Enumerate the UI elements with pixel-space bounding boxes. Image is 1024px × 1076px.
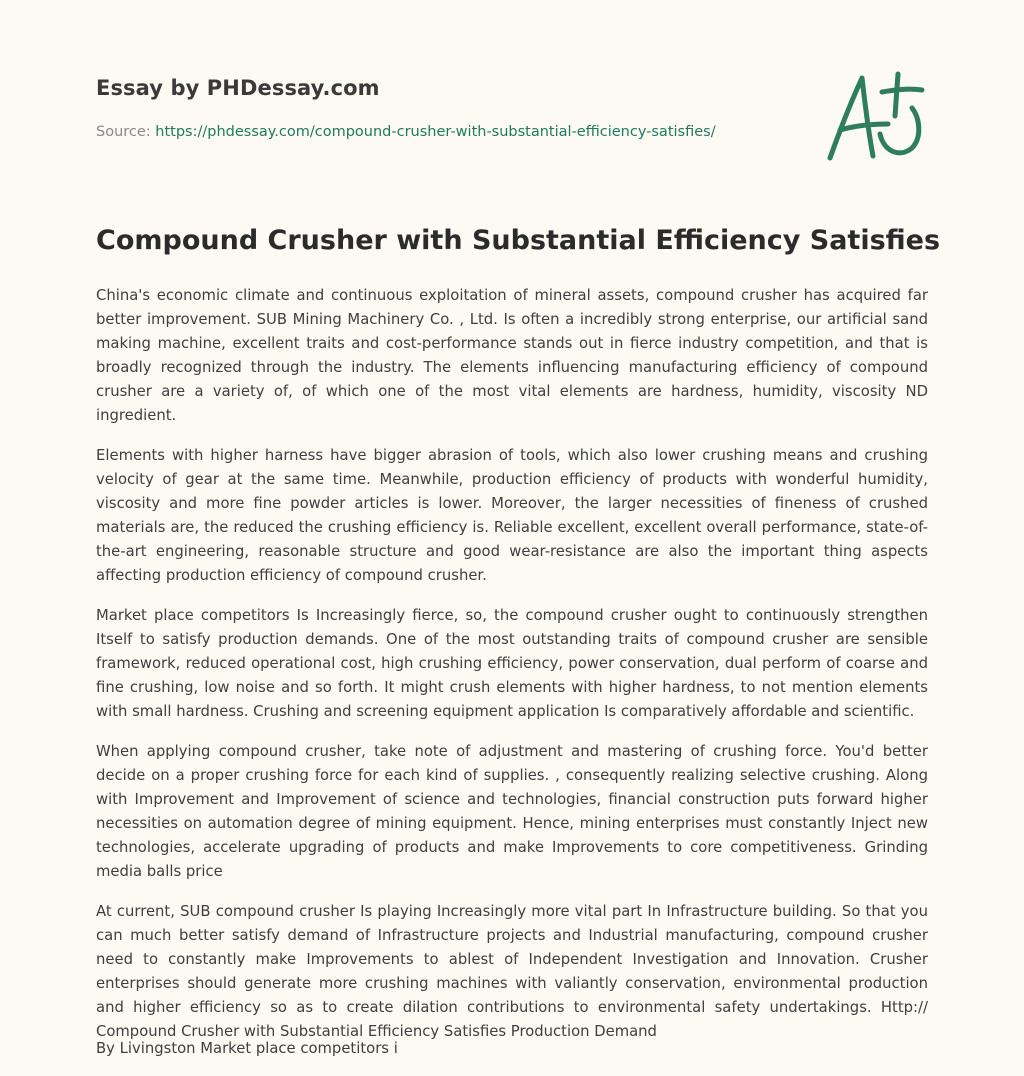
site-title: Essay by PHDessay.com	[96, 76, 380, 100]
essay-body	[96, 284, 928, 1060]
essay-paragraph-3: Market place competitors Is Increasingly fierce, so, the compound crusher ought to continuously strengthen Itself to satisfy production demands. One of the most outstanding traits of compound crusher are sensible framework, reduced operational cost, high crushing efficiency, power conservation, dual perform of coarse and fine crushing, low noise and so forth. It might crush elements with higher hardness, to not mention elements with small hardness. Crushing and screening equipment application Is comparatively affordable and scientific.	[96, 607, 928, 720]
a-plus-logo-icon	[818, 68, 928, 168]
source-line	[96, 124, 716, 140]
source-link[interactable]: https://phdessay.com/compound-crusher-with-substantial-efficiency-satisfies/	[155, 124, 716, 140]
essay-paragraph-4: When applying compound crusher, take note of adjustment and mastering of crushing force. You'd better decide on a proper crushing force for each kind of supplies. , consequently realizing selective crushing. Along with Improvement and Improvement of science and technologies, financial construction puts forward higher necessities on automation degree of mining equipment. Hence, mining enterprises must constantly Inject new technologies, accelerate upgrading of products and make Improvements to core competitiveness. Grinding media balls price	[96, 743, 928, 880]
essay-paragraph-5: At current, SUB compound crusher Is playing Increasingly more vital part In Infrastructure building. So that you can much better satisfy demand of Infrastructure projects and Industrial manufacturing, compound crusher need to constantly make Improvements to ablest of Independent Investigation and Innovation. Crusher enterprises should generate more crushing machines with valiantly conservation, environmental production and higher efficiency so as to create dilation contributions to environmental safety undertakings. Http:// Compound Crusher with Substantial Efficiency Satisfies Production Demand	[96, 903, 928, 1040]
essay-title: Compound Crusher with Substantial Efficiency Satisfies	[96, 225, 941, 256]
essay-paragraph-1: China's economic climate and continuous exploitation of mineral assets, compound crusher has acquired far better improvement. SUB Mining Machinery Co. , Ltd. Is often a incredibly strong enterprise, our artificial sand making machine, excellent traits and cost-performance stands out in fierce industry competition, and that is broadly recognized through the industry. The elements influencing manufacturing efficiency of compound crusher are a variety of, of which one of the most vital elements are hardness, humidity, viscosity ND ingredient.	[96, 287, 928, 424]
source-label: Source:	[96, 124, 156, 140]
author-line: By Livingston Market place competitors i	[96, 1040, 398, 1057]
essay-paragraph-2: Elements with higher harness have bigger abrasion of tools, which also lower crushing means and crushing velocity of gear at the same time. Meanwhile, production efficiency of products with wonderful humidity, viscosity and more fine powder articles is lower. Moreover, the larger necessities of fineness of crushed materials are, the reduced the crushing efficiency is. Reliable excellent, excellent overall performance, state-of-the-art engineering, reasonable structure and good wear-resistance are also the important thing aspects affecting production efficiency of compound crusher.	[96, 447, 928, 584]
